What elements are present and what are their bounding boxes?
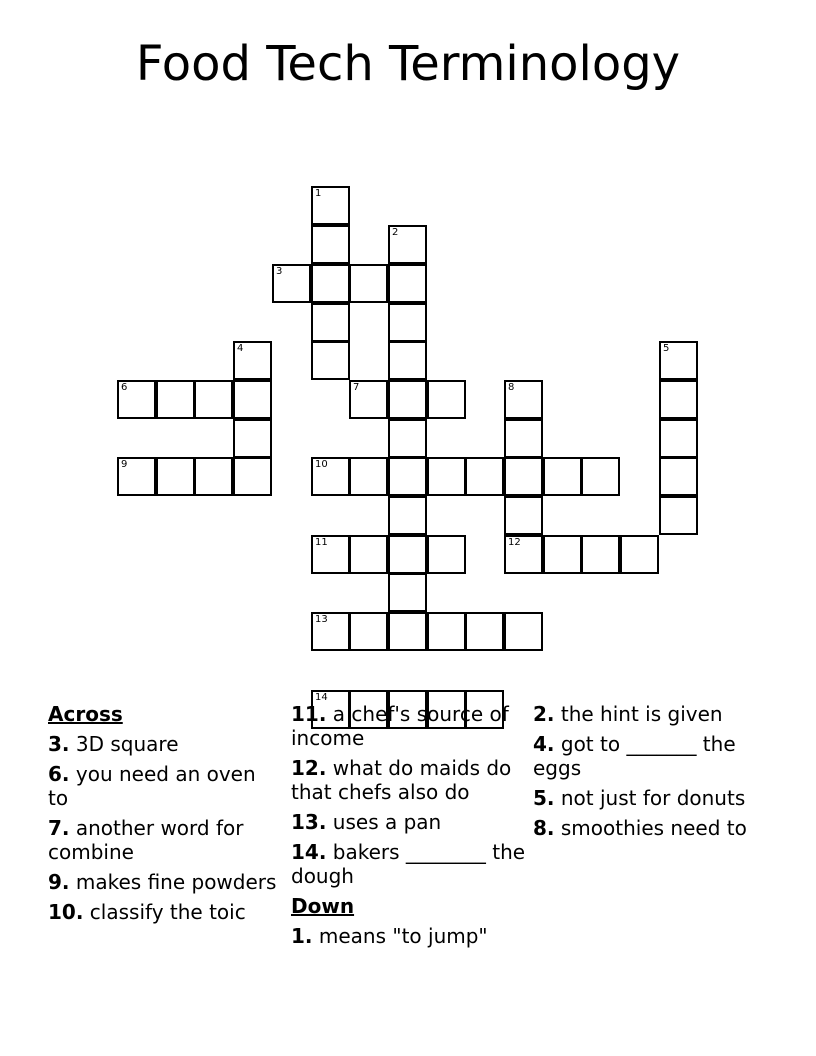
clue-item-text: got to _______ the eggs bbox=[533, 732, 736, 780]
puzzle-title: Food Tech Terminology bbox=[135, 36, 681, 92]
section-heading: Down bbox=[291, 894, 355, 918]
grid-cell[interactable] bbox=[117, 457, 156, 496]
clue-number: 4 bbox=[237, 343, 244, 354]
clue-item bbox=[533, 816, 748, 840]
grid-cell[interactable] bbox=[349, 264, 388, 303]
grid-cell[interactable] bbox=[233, 341, 272, 380]
grid-cell[interactable] bbox=[388, 573, 427, 612]
clue-item bbox=[48, 870, 278, 894]
clue-item bbox=[48, 816, 278, 864]
section-heading: Across bbox=[48, 702, 123, 726]
grid-cell[interactable] bbox=[311, 264, 350, 303]
clue-item bbox=[48, 762, 278, 810]
clue-item-number: 2. bbox=[533, 702, 555, 726]
grid-cell[interactable] bbox=[543, 457, 582, 496]
grid-cell[interactable] bbox=[388, 496, 427, 535]
grid-cell[interactable] bbox=[427, 457, 466, 496]
clue-item-text: 3D square bbox=[75, 732, 179, 756]
clue-item bbox=[533, 732, 748, 780]
clue-item-number: 1. bbox=[291, 924, 313, 948]
clue-item bbox=[291, 840, 526, 888]
clue-item-number: 13. bbox=[291, 810, 327, 834]
grid-cell[interactable] bbox=[388, 612, 427, 651]
grid-cell[interactable] bbox=[504, 535, 543, 574]
clue-number: 10 bbox=[315, 459, 328, 470]
grid-cell[interactable] bbox=[156, 457, 195, 496]
clue-number: 7 bbox=[353, 382, 360, 393]
clue-item-number: 14. bbox=[291, 840, 327, 864]
grid-cell[interactable] bbox=[388, 535, 427, 574]
grid-cell[interactable] bbox=[659, 380, 698, 419]
clue-item-number: 12. bbox=[291, 756, 327, 780]
clue-item-number: 11. bbox=[291, 702, 327, 726]
grid-cell[interactable] bbox=[311, 457, 350, 496]
clue-number: 1 bbox=[315, 188, 322, 199]
clue-item-text: the hint is given bbox=[560, 702, 723, 726]
grid-cell[interactable] bbox=[543, 535, 582, 574]
clue-number: 11 bbox=[315, 537, 328, 548]
clue-item-text: makes fine powders bbox=[75, 870, 277, 894]
grid-cell[interactable] bbox=[311, 186, 350, 225]
clue-item bbox=[291, 702, 526, 750]
grid-cell[interactable] bbox=[659, 496, 698, 535]
grid-cell[interactable] bbox=[620, 535, 659, 574]
grid-cell[interactable] bbox=[349, 380, 388, 419]
clue-item-number: 4. bbox=[533, 732, 555, 756]
clue-number: 2 bbox=[392, 227, 399, 238]
grid-cell[interactable] bbox=[659, 419, 698, 458]
grid-cell[interactable] bbox=[349, 612, 388, 651]
clue-column-1 bbox=[48, 702, 278, 930]
grid-cell[interactable] bbox=[117, 380, 156, 419]
clue-item bbox=[48, 732, 278, 756]
clue-number: 9 bbox=[121, 459, 128, 470]
clue-number: 3 bbox=[276, 266, 283, 277]
grid-cell[interactable] bbox=[659, 341, 698, 380]
clue-item-number: 9. bbox=[48, 870, 70, 894]
clue-item bbox=[291, 756, 526, 804]
grid-cell[interactable] bbox=[504, 457, 543, 496]
clue-item-text: bakers ________ the dough bbox=[291, 840, 526, 888]
clue-number: 6 bbox=[121, 382, 128, 393]
grid-cell[interactable] bbox=[388, 419, 427, 458]
clue-item-number: 5. bbox=[533, 786, 555, 810]
grid-cell[interactable] bbox=[465, 612, 504, 651]
grid-cell[interactable] bbox=[349, 535, 388, 574]
clue-item-number: 6. bbox=[48, 762, 70, 786]
clue-number: 8 bbox=[508, 382, 515, 393]
grid-cell[interactable] bbox=[311, 341, 350, 380]
grid-cell[interactable] bbox=[388, 341, 427, 380]
clue-number: 14 bbox=[315, 692, 328, 703]
clue-number: 5 bbox=[663, 343, 670, 354]
grid-cell[interactable] bbox=[311, 303, 350, 342]
clue-item bbox=[533, 702, 748, 726]
grid-cell[interactable] bbox=[504, 380, 543, 419]
clue-item-number: 10. bbox=[48, 900, 84, 924]
clue-number: 12 bbox=[508, 537, 521, 548]
clue-column-2 bbox=[291, 702, 526, 954]
grid-cell[interactable] bbox=[504, 496, 543, 535]
grid-cell[interactable] bbox=[311, 535, 350, 574]
clue-item-text: a chef's source of income bbox=[291, 702, 509, 750]
grid-cell[interactable] bbox=[194, 380, 233, 419]
grid-cell[interactable] bbox=[388, 225, 427, 264]
clue-item-text: another word for combine bbox=[48, 816, 244, 864]
grid-cell[interactable] bbox=[581, 457, 620, 496]
grid-cell[interactable] bbox=[427, 380, 466, 419]
clue-item-text: not just for donuts bbox=[560, 786, 746, 810]
grid-cell[interactable] bbox=[504, 612, 543, 651]
grid-cell[interactable] bbox=[388, 303, 427, 342]
clue-item-text: classify the toic bbox=[89, 900, 246, 924]
grid-cell[interactable] bbox=[272, 264, 311, 303]
grid-cell[interactable] bbox=[427, 612, 466, 651]
grid-cell[interactable] bbox=[156, 380, 195, 419]
grid-cell[interactable] bbox=[311, 225, 350, 264]
clue-item-text: uses a pan bbox=[332, 810, 442, 834]
grid-cell[interactable] bbox=[504, 419, 543, 458]
clue-item bbox=[291, 924, 526, 948]
clue-column-3 bbox=[533, 702, 748, 846]
grid-cell[interactable] bbox=[659, 457, 698, 496]
clue-item-number: 3. bbox=[48, 732, 70, 756]
grid-cell[interactable] bbox=[388, 380, 427, 419]
grid-cell[interactable] bbox=[233, 419, 272, 458]
grid-cell[interactable] bbox=[581, 535, 620, 574]
clue-item-text: means "to jump" bbox=[318, 924, 488, 948]
grid-cell[interactable] bbox=[311, 612, 350, 651]
grid-cell[interactable] bbox=[194, 457, 233, 496]
clue-item bbox=[48, 900, 278, 924]
clue-item-number: 7. bbox=[48, 816, 70, 840]
clue-item-text: what do maids do that chefs also do bbox=[291, 756, 512, 804]
grid-cell[interactable] bbox=[233, 457, 272, 496]
clue-item-text: smoothies need to bbox=[560, 816, 747, 840]
clue-item-number: 8. bbox=[533, 816, 555, 840]
grid-cell[interactable] bbox=[349, 457, 388, 496]
grid-cell[interactable] bbox=[465, 457, 504, 496]
clue-item bbox=[533, 786, 748, 810]
clue-number: 13 bbox=[315, 614, 328, 625]
clue-item bbox=[291, 810, 526, 834]
grid-cell[interactable] bbox=[233, 380, 272, 419]
grid-cell[interactable] bbox=[388, 457, 427, 496]
grid-cell[interactable] bbox=[388, 264, 427, 303]
clue-item-text: you need an oven to bbox=[48, 762, 256, 810]
grid-cell[interactable] bbox=[427, 535, 466, 574]
